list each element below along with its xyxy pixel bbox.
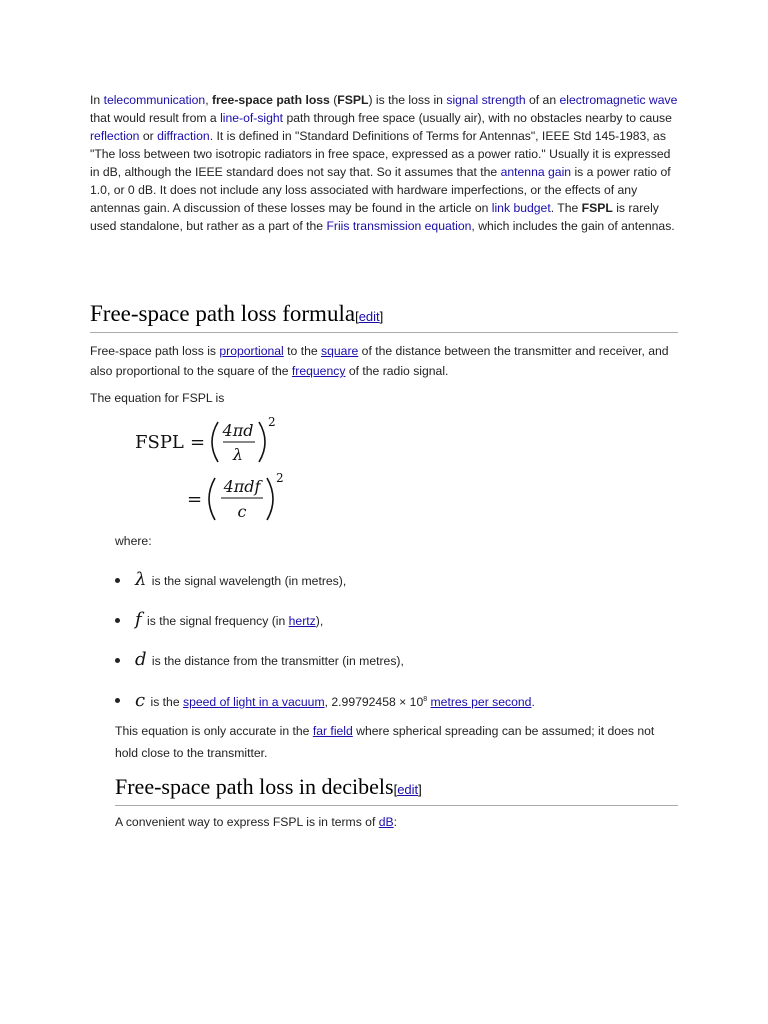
text: ) is the loss in xyxy=(368,93,447,107)
text: : xyxy=(393,815,398,829)
bullet-icon xyxy=(115,698,120,703)
text: or xyxy=(139,129,158,143)
formula-numerator-1: 4πd xyxy=(222,421,254,440)
intro-paragraph xyxy=(90,91,680,235)
bullet-icon xyxy=(115,578,120,583)
where-label: where: xyxy=(115,534,152,548)
paren-left-2 xyxy=(209,478,215,520)
link-antenna-gain[interactable]: antenna gain xyxy=(500,165,572,179)
link-db[interactable]: dB xyxy=(378,815,394,829)
variable-list xyxy=(115,568,535,728)
text: of the distance between the transmitter and receiver, and also proportional to the square of the xyxy=(90,344,669,378)
text: . The xyxy=(550,201,582,215)
term-free-space-path-loss: free-space path loss xyxy=(211,93,330,107)
text: ( xyxy=(329,93,338,107)
link-square[interactable]: square xyxy=(321,344,359,358)
bracket: [ xyxy=(393,782,398,797)
formula-equals-1: = xyxy=(190,432,206,453)
formula-denominator-2: c xyxy=(237,502,247,521)
text: , which includes the gain of antennas. xyxy=(471,219,675,233)
text: , xyxy=(205,93,212,107)
edit-section-link xyxy=(355,309,383,324)
link-frequency[interactable]: frequency xyxy=(291,364,346,378)
text: . xyxy=(531,695,535,710)
link-proportional[interactable]: proportional xyxy=(219,344,284,358)
heading-text: Free-space path loss formula xyxy=(90,301,356,326)
term-fspl: FSPL xyxy=(337,93,369,107)
bracket: ] xyxy=(379,309,384,324)
edit-link[interactable]: edit xyxy=(397,782,419,797)
formula-exponent-1: 2 xyxy=(268,415,276,429)
list-item xyxy=(115,648,535,688)
text: ), xyxy=(315,614,324,628)
text: that would result from a xyxy=(90,111,221,125)
link-link-budget[interactable]: link budget xyxy=(491,201,551,215)
text: to the xyxy=(283,344,322,358)
formula-description xyxy=(90,341,680,381)
variable-c: c xyxy=(135,690,146,712)
list-item xyxy=(115,608,535,648)
formula-equals-2: = xyxy=(187,489,203,510)
exponent: 8 xyxy=(423,696,428,703)
edit-link[interactable]: edit xyxy=(358,309,380,324)
formula-lhs: FSPL xyxy=(135,432,184,453)
list-item xyxy=(115,568,535,608)
link-diffraction[interactable]: diffraction xyxy=(157,129,210,143)
formula-numerator-2: 4πdf xyxy=(223,477,261,496)
link-hertz[interactable]: hertz xyxy=(288,614,316,628)
text: is the signal frequency (in xyxy=(143,614,289,628)
text: is rarely used standalone, but rather as a part of the xyxy=(90,201,659,233)
link-speed-of-light[interactable]: speed of light in a vacuum xyxy=(183,695,325,710)
link-electromagnetic-wave[interactable]: electromagnetic wave xyxy=(559,93,678,107)
equation-intro: The equation for FSPL is xyxy=(90,391,225,405)
link-telecommunication[interactable]: telecommunication xyxy=(103,93,206,107)
link-metres-per-second[interactable]: metres per second xyxy=(430,695,532,710)
text: is the xyxy=(147,695,183,710)
bracket: ] xyxy=(418,782,422,797)
variable-lambda: λ xyxy=(135,569,147,590)
text: Free-space path loss is xyxy=(90,344,220,358)
link-far-field[interactable]: far field xyxy=(312,724,353,738)
variable-f: f xyxy=(135,609,142,630)
edit-section-link xyxy=(394,782,422,797)
text: is a power ratio of 1.0, or 0 dB. It does not include any loss associated with hardware imperfections, or the effects of any antennas gain. A discussion of these losses may be found in the article on xyxy=(90,165,671,215)
term-fspl: FSPL xyxy=(581,201,613,215)
formula-denominator-1: λ xyxy=(232,445,244,464)
paren-left-1 xyxy=(212,422,218,462)
text: , 2.99792458 × 10 xyxy=(324,695,424,710)
link-reflection[interactable]: reflection xyxy=(90,129,140,143)
fspl-equation xyxy=(130,410,300,530)
heading-text: Free-space path loss in decibels xyxy=(115,774,394,799)
text: In xyxy=(90,93,104,107)
bullet-icon xyxy=(115,658,120,663)
link-line-of-sight[interactable]: line-of-sight xyxy=(220,111,284,125)
text: is the distance from the transmitter (in metres), xyxy=(148,654,404,668)
link-signal-strength[interactable]: signal strength xyxy=(446,93,526,107)
paren-right-2 xyxy=(267,478,273,520)
text: where spherical spreading can be assumed; it does not hold close to the transmitter. xyxy=(115,724,655,760)
paren-right-1 xyxy=(259,422,265,462)
link-friis-transmission-equation[interactable]: Friis transmission equation xyxy=(326,219,472,233)
decibels-intro xyxy=(115,815,397,829)
text: is the signal wavelength (in metres), xyxy=(148,574,347,588)
text: path through free space (usually air), with no obstacles nearby to cause xyxy=(283,111,672,125)
text: of the radio signal. xyxy=(345,364,449,378)
text: A convenient way to express FSPL is in terms of xyxy=(115,815,379,829)
section-heading-decibels xyxy=(115,772,678,806)
variable-d: d xyxy=(135,649,147,670)
text: . It is defined in "Standard Definitions of Terms for Antennas", IEEE Std 145-1983, as "The loss between two isotropic radiators in free space, expressed as a power ratio." Usually it is expressed in dB, although the IEEE standard does not say that. So it assumes that the xyxy=(90,129,671,179)
far-field-note xyxy=(115,720,680,764)
bullet-icon xyxy=(115,618,120,623)
formula-exponent-2: 2 xyxy=(276,471,284,485)
bracket: [ xyxy=(355,309,359,324)
text: of an xyxy=(525,93,560,107)
section-heading-formula xyxy=(90,299,678,333)
text: This equation is only accurate in the xyxy=(115,724,313,738)
